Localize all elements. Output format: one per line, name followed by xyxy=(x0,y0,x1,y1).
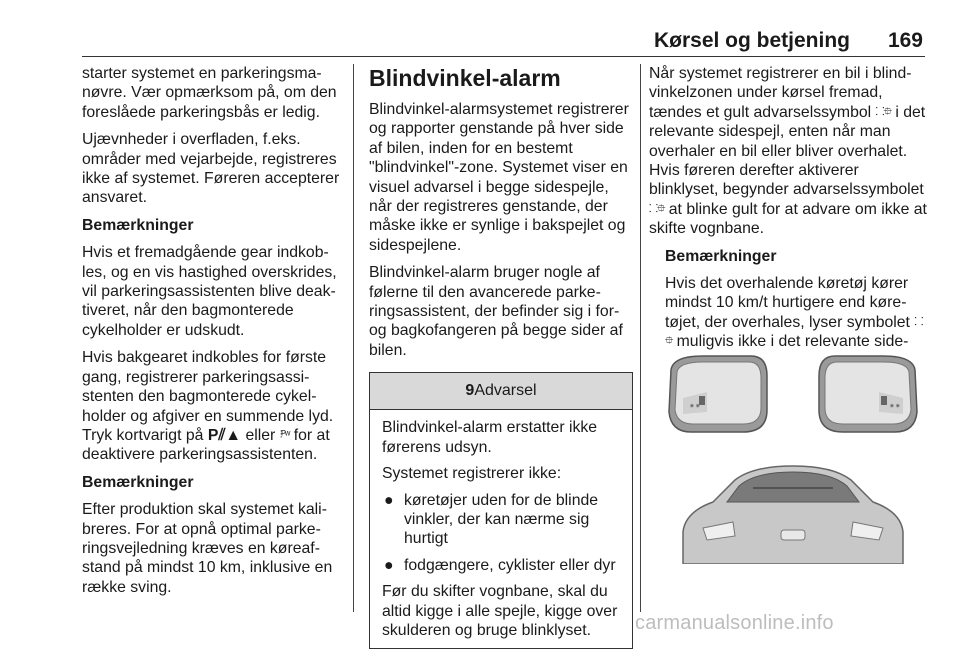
list-item: ● fodgængere, cyklister eller dyr xyxy=(384,556,616,574)
text-span: at blinke gult for at advare om ikke at skifte vognbane. xyxy=(649,200,927,238)
list-item-text: fodgængere, cyklister eller dyr xyxy=(404,556,616,574)
warning-text: Før du skifter vognbane, skal du altid kigge i alle spejle, kigge over skulderen og bruge blinklyset. xyxy=(382,583,618,639)
page-number: 169 xyxy=(887,29,923,52)
warning-text: Blindvinkel-alarm erstatter ikke førerens udsyn. xyxy=(382,419,598,456)
text-span: muligvis ikke i det relevante side xyxy=(676,333,909,351)
warning-title: Advarsel xyxy=(474,382,537,400)
warning-icon: 9 xyxy=(465,382,475,400)
park-assist-off-icon: ⫶ᴾʷ xyxy=(279,428,290,441)
text-span: for at deaktivere parkeringsassistenten. xyxy=(82,426,330,464)
mirror-illustration xyxy=(663,352,923,564)
svg-text:⁕⁕: ⁕⁕ xyxy=(689,402,701,410)
paragraph xyxy=(649,64,927,239)
column-divider-right xyxy=(640,64,641,612)
list-item: ● køretøjer uden for de blinde vinkler, der kan nærme sig hurtigt xyxy=(384,491,599,548)
note-heading: Bemærkninger xyxy=(82,473,194,491)
text-span: Tryk kortvarigt på xyxy=(82,426,204,444)
right-mirror-image xyxy=(819,356,917,432)
warning-list xyxy=(382,491,622,576)
text-span: eller xyxy=(245,426,276,444)
note-text: Hvis et fremadgående gear indkobles, og en vis hastighed overskrides, vil parkeringsassistenten blive deaktiveret, når den bagmonterede cykelholder er udskudt. xyxy=(82,244,337,339)
paragraph: Blindvinkel-alarmsystemet registrerer og rapporter genstande på hver side af bilen, inden for en bestemt "blindvinkel"-zone. Systemet viser en visuel advarsel i begge sidespejle, når der registreres genstande, der måske ikke er synlige i bakspejlet og sidespejlene. xyxy=(369,101,629,254)
note-text: Efter produktion skal systemet kalibreres. For at opnå optimal parkeringsvejledning kræves en køreafstand på mindst 10 km, inklusive en række sving. xyxy=(82,501,333,596)
warning-box xyxy=(369,372,633,649)
blind-spot-icon: ⸬⯐ xyxy=(665,315,923,348)
paragraph: Ujævnheder i overfladen, f.eks. områder med vejarbejde, registreres ikke af systemet. Føreren accepterer ansvaret. xyxy=(82,131,340,207)
paragraph: Blindvinkel-alarm bruger nogle af følerne til den avancerede parkeringsassistent, der befinder sig i for- og bagkofangeren på begge sider af bilen. xyxy=(369,264,623,359)
paragraph: Hvis bakgearet indkobles for første gang, registrerer parkeringsassistenten den bagmonterede cykelholder og afgiver en summende lyd. xyxy=(82,349,334,425)
blind-spot-icon: ⸬⯐ xyxy=(875,105,891,118)
note-heading: Bemærkninger xyxy=(82,216,194,234)
paragraph: starter systemet en parkeringsmanøvre. Vær opmærksom på, om den foreslåede parkeringsbås er ledig. xyxy=(82,65,337,121)
column-middle xyxy=(369,64,633,649)
section-heading: Kørsel og betjening xyxy=(653,29,850,52)
column-right xyxy=(649,64,927,379)
park-assist-icon: P⫽▲ xyxy=(207,426,242,444)
left-mirror-image xyxy=(669,356,767,432)
column-divider-left xyxy=(353,64,354,612)
warning-text: Systemet registrerer ikke: xyxy=(382,465,562,483)
paragraph xyxy=(82,426,344,465)
svg-text:⁕⁕: ⁕⁕ xyxy=(889,402,901,410)
warning-body xyxy=(370,410,632,648)
blind-spot-icon: ⸬⯐ xyxy=(649,202,665,215)
watermark: carmanualsonline.info xyxy=(635,612,834,634)
text-span: Når systemet registrerer en bil i blindvinkelzonen under kørsel fremad, tændes et gult advarselssymbol xyxy=(649,65,912,121)
section-title: Blindvinkel-alarm xyxy=(369,65,561,91)
warning-header xyxy=(370,373,632,410)
text-span: Hvis det overhalende køretøj kører mindst 10 km/t hurtigere end køretøjet, der overhales, lyser symbolet xyxy=(665,275,910,331)
column-left xyxy=(82,64,344,605)
header-rule xyxy=(82,56,925,57)
list-item-text: køretøjer uden for de blinde vinkler, der kan nærme sig hurtigt xyxy=(404,491,599,548)
text-span: i det relevante sidespejl, enten når man overhaler en bil eller bliver overhalet. Hvis føreren derefter aktiverer blinklyset, begynder advarselssymbolet xyxy=(649,103,926,199)
note-heading: Bemærkninger xyxy=(665,247,777,265)
